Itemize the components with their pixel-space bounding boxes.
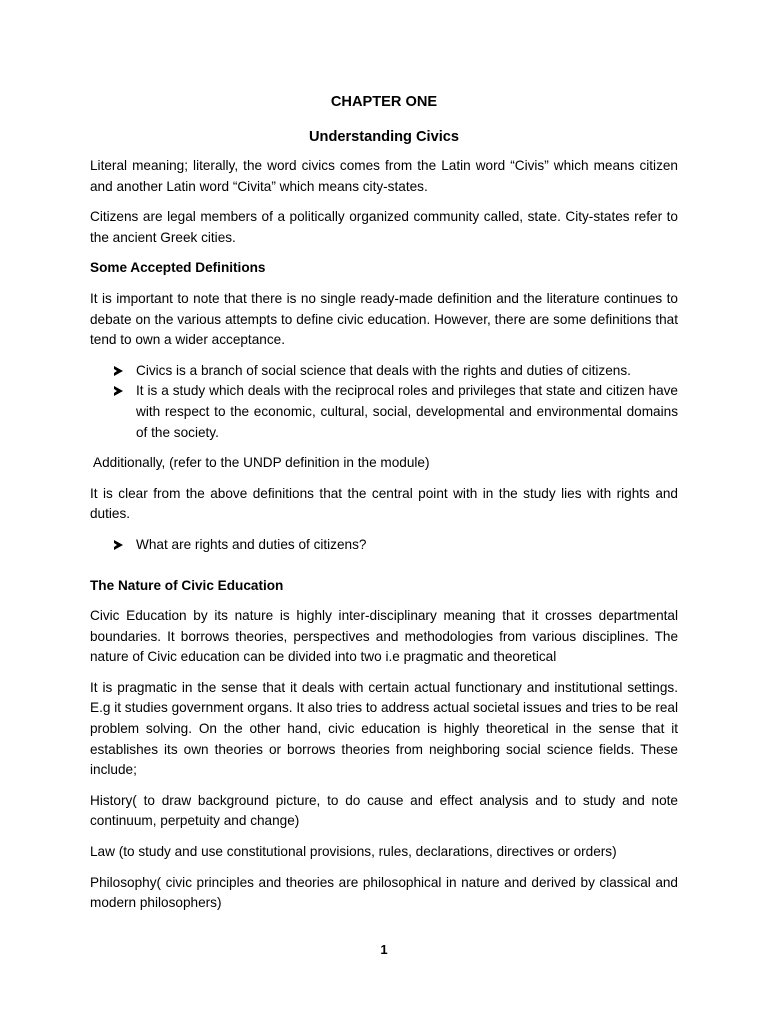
paragraph-citizens: Citizens are legal members of a politically organized community called, state. City-states refer to the ancient Greek cities. (90, 209, 678, 245)
paragraph-philosophy: Philosophy( civic principles and theories are philosophical in nature and derived by classical and modern philosophers) (90, 874, 678, 911)
list-item (136, 535, 678, 556)
paragraph-literal-meaning: Literal meaning; literally, the word civics comes from the Latin word “Civis” which means citizen and another Latin word “Civita” which means city-states. (90, 158, 678, 194)
paragraph-history: History( to draw background picture, to do cause and effect analysis and to study and note continuum, perpetuity and change) (90, 792, 678, 829)
chapter-title: CHAPTER ONE (330, 94, 438, 110)
nature-heading: The Nature of Civic Education (90, 577, 284, 593)
list-item-text: It is a study which deals with the reciprocal roles and privileges that state and citizen have with respect to the economic, cultural, social, developmental and environmental domains of the society. (136, 383, 678, 440)
paragraph-central-point: It is clear from the above definitions that the central point with in the study lies with rights and duties. (90, 485, 678, 522)
arrow-bullet-icon (114, 540, 123, 550)
definitions-intro: It is important to note that there is no single ready-made definition and the literature continues to debate on the various attempts to define civic education. However, there are some definitions that tend to own a wider acceptance. (90, 290, 678, 348)
spacer (90, 566, 678, 576)
section-title: Understanding Civics (308, 129, 460, 145)
list-item-text: What are rights and duties of citizens? (136, 536, 367, 552)
question-list (90, 535, 678, 556)
page-number: 1 (380, 942, 388, 957)
definitions-list (90, 361, 678, 443)
paragraph-law: Law (to study and use constitutional provisions, rules, declarations, directives or orders) (90, 844, 617, 860)
paragraph-nature-pragmatic: It is pragmatic in the sense that it deals with certain actual functionary and institutional settings. E.g it studies government organs. It also tries to address actual societal issues and tries to be real problem solving. On the other hand, civic education is highly theoretical in the sense that it establishes its own theories or borrows theories from neighboring social science fields. These include; (90, 679, 678, 778)
list-item (136, 381, 678, 443)
paragraph-additionally: Additionally, (refer to the UNDP definition in the module) (90, 455, 430, 471)
arrow-bullet-icon (114, 366, 123, 376)
page-content (90, 91, 678, 924)
arrow-bullet-icon (114, 386, 123, 396)
paragraph-nature-interdisciplinary: Civic Education by its nature is highly inter-disciplinary meaning that it crosses departmental boundaries. It borrows theories, perspectives and methodologies from various disciplines. The nature of Civic education can be divided into two i.e pragmatic and theoretical (90, 608, 678, 665)
definitions-heading: Some Accepted Definitions (90, 260, 266, 276)
list-item (136, 361, 678, 382)
list-item-text: Civics is a branch of social science that deals with the rights and duties of citizens. (136, 362, 631, 378)
